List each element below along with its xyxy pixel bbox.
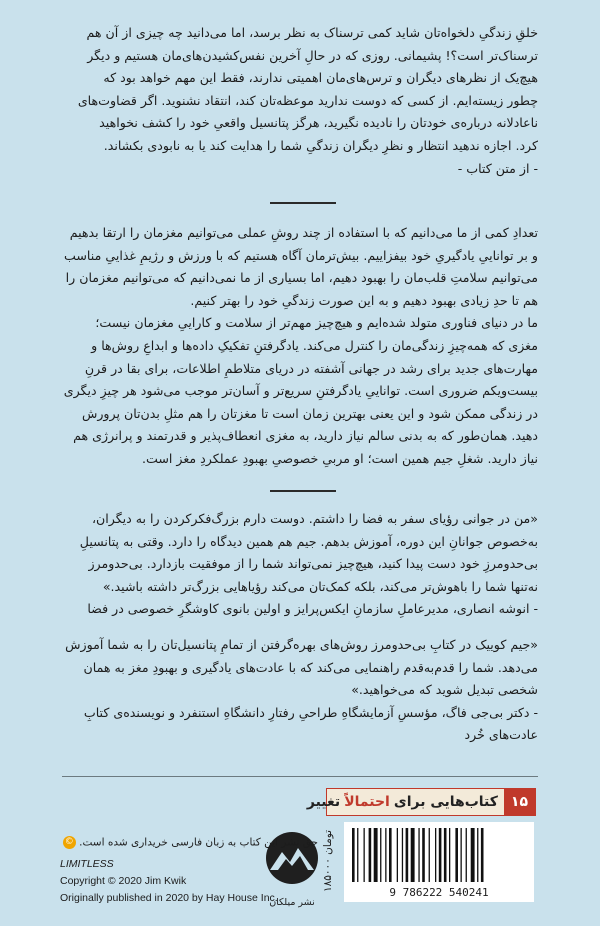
barcode-bar — [466, 828, 467, 882]
barcode-bar — [406, 828, 409, 882]
body-line: مهارت‌های جدید برای رشد در جهانی آشفته در دریای متلاطمِ اطلاعات، برای بقا در قرنِ — [84, 360, 538, 376]
quote-line: ترسناک‌تر است؟! پشیمانی. روزی که در حالِ آخرین نفس‌کشیدن‌های‌مان هستیم و دیگر — [87, 47, 538, 63]
description-text — [62, 222, 538, 471]
body-line: و بر تواناییِ یادگیریِ خود بیفزاییم. بیش‌ترمان آگاه هستیم که با ورزش و رژیمِ غذاییِ مناسب — [64, 247, 538, 263]
persian-copyright-text: حق نشر این کتاب به زبان فارسی خریداری شده است. — [79, 836, 318, 849]
barcode-bar — [461, 828, 462, 882]
section-divider — [270, 202, 336, 204]
series-banner — [306, 788, 536, 816]
copyright-line: Copyright © 2020 Jim Kwik — [60, 875, 187, 887]
testimonial-line: نه‌تنها شما را باهوش‌تر می‌کند، بلکه کمک‌تان می‌کند رؤیاهایی بزرگ‌تر داشته باشید.» — [102, 578, 538, 594]
body-line: بیست‌ویکم ضروری است. تواناییِ یادگرفتنِ سریع‌تر و آسان‌تر موجب می‌شود هر چیزِ دیگری — [63, 383, 538, 399]
series-prefix: کتاب‌هایی برای — [393, 794, 498, 810]
series-number: ۱۵ — [504, 789, 535, 815]
barcode-bar — [435, 828, 436, 882]
barcode-bar — [402, 828, 403, 882]
body-line: نیاز دارید. شغلِ جیم همین است؛ او مربیِ خصوصیِ بهبودِ عملکردِ مغز است. — [141, 450, 538, 466]
body-line: مغزی که همه‌چیزِ زندگی‌مان را کنترل می‌کند. یادگرفتنِ تفکیکِ داده‌ها و ابداعِ روش‌ها و — [91, 337, 538, 353]
testimonial-line: «من در جوانی رؤیای سفر به فضا را داشتم. دوست دارم بزرگ‌فکرکردن را به دیگران، — [91, 511, 538, 526]
barcode-bar — [439, 828, 442, 882]
testimonial-attribution: - انوشه انصاری، مدیرعاملِ سازمانِ ایکس‌پرایز و اولین بانوی کاوشگرِ خصوصی در فضا — [87, 601, 538, 617]
barcode-bar — [449, 828, 450, 882]
top-quote-text — [62, 22, 538, 158]
quote-line: خلقِ زندگیِ دلخواه‌تان شاید کمی ترسناک به نظر برسد، اما می‌دانید چه چیزی از آن هم — [86, 25, 538, 40]
section-divider — [270, 490, 336, 492]
persian-copyright-notice — [58, 836, 318, 849]
testimonial-text — [62, 634, 538, 702]
quote-line: کرد. اجازه ندهید انتظار و نظرِ دیگران زندگیِ شما را هدایت کند یا به نابودی بکشاند. — [103, 137, 538, 153]
barcode-bar — [422, 828, 425, 882]
barcode-icon — [344, 822, 534, 884]
barcode-bar — [481, 828, 484, 882]
body-line: در زندگی ممکن شود و این یعنی بهترین زمان است تا مغزتان را هم مثلِ بدن‌تان پرورش — [81, 405, 538, 421]
testimonial-line: می‌دهد. شما را قدم‌به‌قدم راهنمایی می‌کند که با عادت‌های یادگیری و بهبودِ مغز به همان — [83, 659, 538, 675]
barcode-bar — [369, 828, 372, 882]
bottom-rule — [62, 776, 538, 777]
barcode-bar — [444, 828, 447, 882]
testimonial-line: به‌خصوص جوانانِ این دوره، آموزش بدهم. جیم هم همین دیدگاه را دارد. وقتی به پتانسیلِ — [79, 533, 538, 549]
barcode-bar — [364, 828, 365, 882]
body-line: تعدادِ کمی از ما می‌دانیم که با استفاده از چند روشِ عملی می‌توانیم مغزمان را ارتقا بدهیم — [69, 225, 538, 240]
copyright-icon: © — [64, 837, 74, 847]
series-highlight: احتمالاً — [344, 794, 390, 810]
testimonial-line: شخصی تبدیل شوید که می‌خواهید.» — [351, 682, 538, 698]
barcode-bar — [455, 828, 458, 882]
body-line: می‌توانیم سلامتِ قلب‌مان را بهبود دهیم، اما بسیاری از ما نمی‌دانیم که می‌توانیم مغزمان را — [65, 270, 538, 286]
publisher-name: نشر میلکان — [269, 897, 315, 908]
body-line: ما در دنیای فناوری متولد شده‌ایم و هیچ‌چیز مهم‌تر از سلامت و کاراییِ مغزمان نیست؛ — [95, 315, 538, 331]
book-description — [62, 222, 538, 471]
barcode-bar — [374, 828, 378, 882]
testimonial-ansari — [62, 508, 538, 621]
isbn-number: 9 786222 540241 — [344, 884, 534, 902]
quote-line: هیچ‌یک از نظرهای دیگران و ترس‌های‌مان اهمیتی ندارند، فقط این مهم خواهد بود که — [103, 70, 538, 86]
barcode-bar — [352, 828, 355, 882]
body-line: هم تا حدِ زیادی بهبود دهیم و به این صورت زندگیِ خود را بهتر کنیم. — [190, 292, 538, 308]
barcode-bar — [380, 828, 381, 882]
barcode-bar — [471, 828, 475, 882]
barcode-bar — [385, 828, 386, 882]
barcode-bar — [418, 828, 419, 882]
quote-line: چطور زیسته‌ایم. از کسی که دوست ندارید موعظه‌تان کند، انتقاد نشنوید. اگر قضاوت‌های — [77, 92, 538, 108]
barcode-bar — [357, 828, 358, 882]
testimonial-line: بی‌حدومرزِ خود دست پیدا کنید، هیچ‌چیز نمی‌تواند شما را از موفقیت بازدارد. بی‌حدومرز — [88, 556, 538, 572]
barcode-bar — [429, 828, 430, 882]
original-title: LIMITLESS — [60, 858, 114, 870]
quote-signature: - از متن کتاب - — [457, 160, 538, 176]
testimonial-line: «جیم کوییک در کتابِ بی‌حدومرز روش‌های بهره‌گرفتن از تمامِ پتانسیل‌تان را به شما آموزش — [65, 637, 538, 652]
price-label: ۱۸۵۰۰۰ تومان — [322, 829, 334, 893]
testimonial-attribution: - دکتر بی‌جی فاگ، مؤسسِ آزمایشگاهِ طراحیِ رفتارِ دانشگاهِ استنفرد و نویسنده‌ی کتابِ — [83, 704, 538, 720]
barcode — [344, 822, 534, 884]
series-suffix: تغییر — [306, 794, 341, 810]
testimonial-fogg — [62, 634, 538, 747]
original-publisher-line: Originally published in 2020 by Hay House Inc. — [60, 892, 278, 904]
barcode-bar — [477, 828, 478, 882]
barcode-bar — [389, 828, 392, 882]
testimonial-text — [62, 508, 538, 598]
testimonial-attribution: عادت‌های خُرد — [464, 727, 538, 743]
top-quote — [62, 22, 538, 180]
barcode-bar — [411, 828, 415, 882]
quote-line: ناعادلانه درباره‌ی خودتان را نادیده نگیرید، هرگز پتانسیل واقعیِ خود را کشف نخواهید — [99, 115, 538, 131]
body-line: دهید. همان‌طور که به بدنی سالم نیاز دارید، به مغزی انعطاف‌پذیر و قدرتمند و پرانرژی هم — [73, 428, 538, 444]
barcode-bar — [397, 828, 398, 882]
